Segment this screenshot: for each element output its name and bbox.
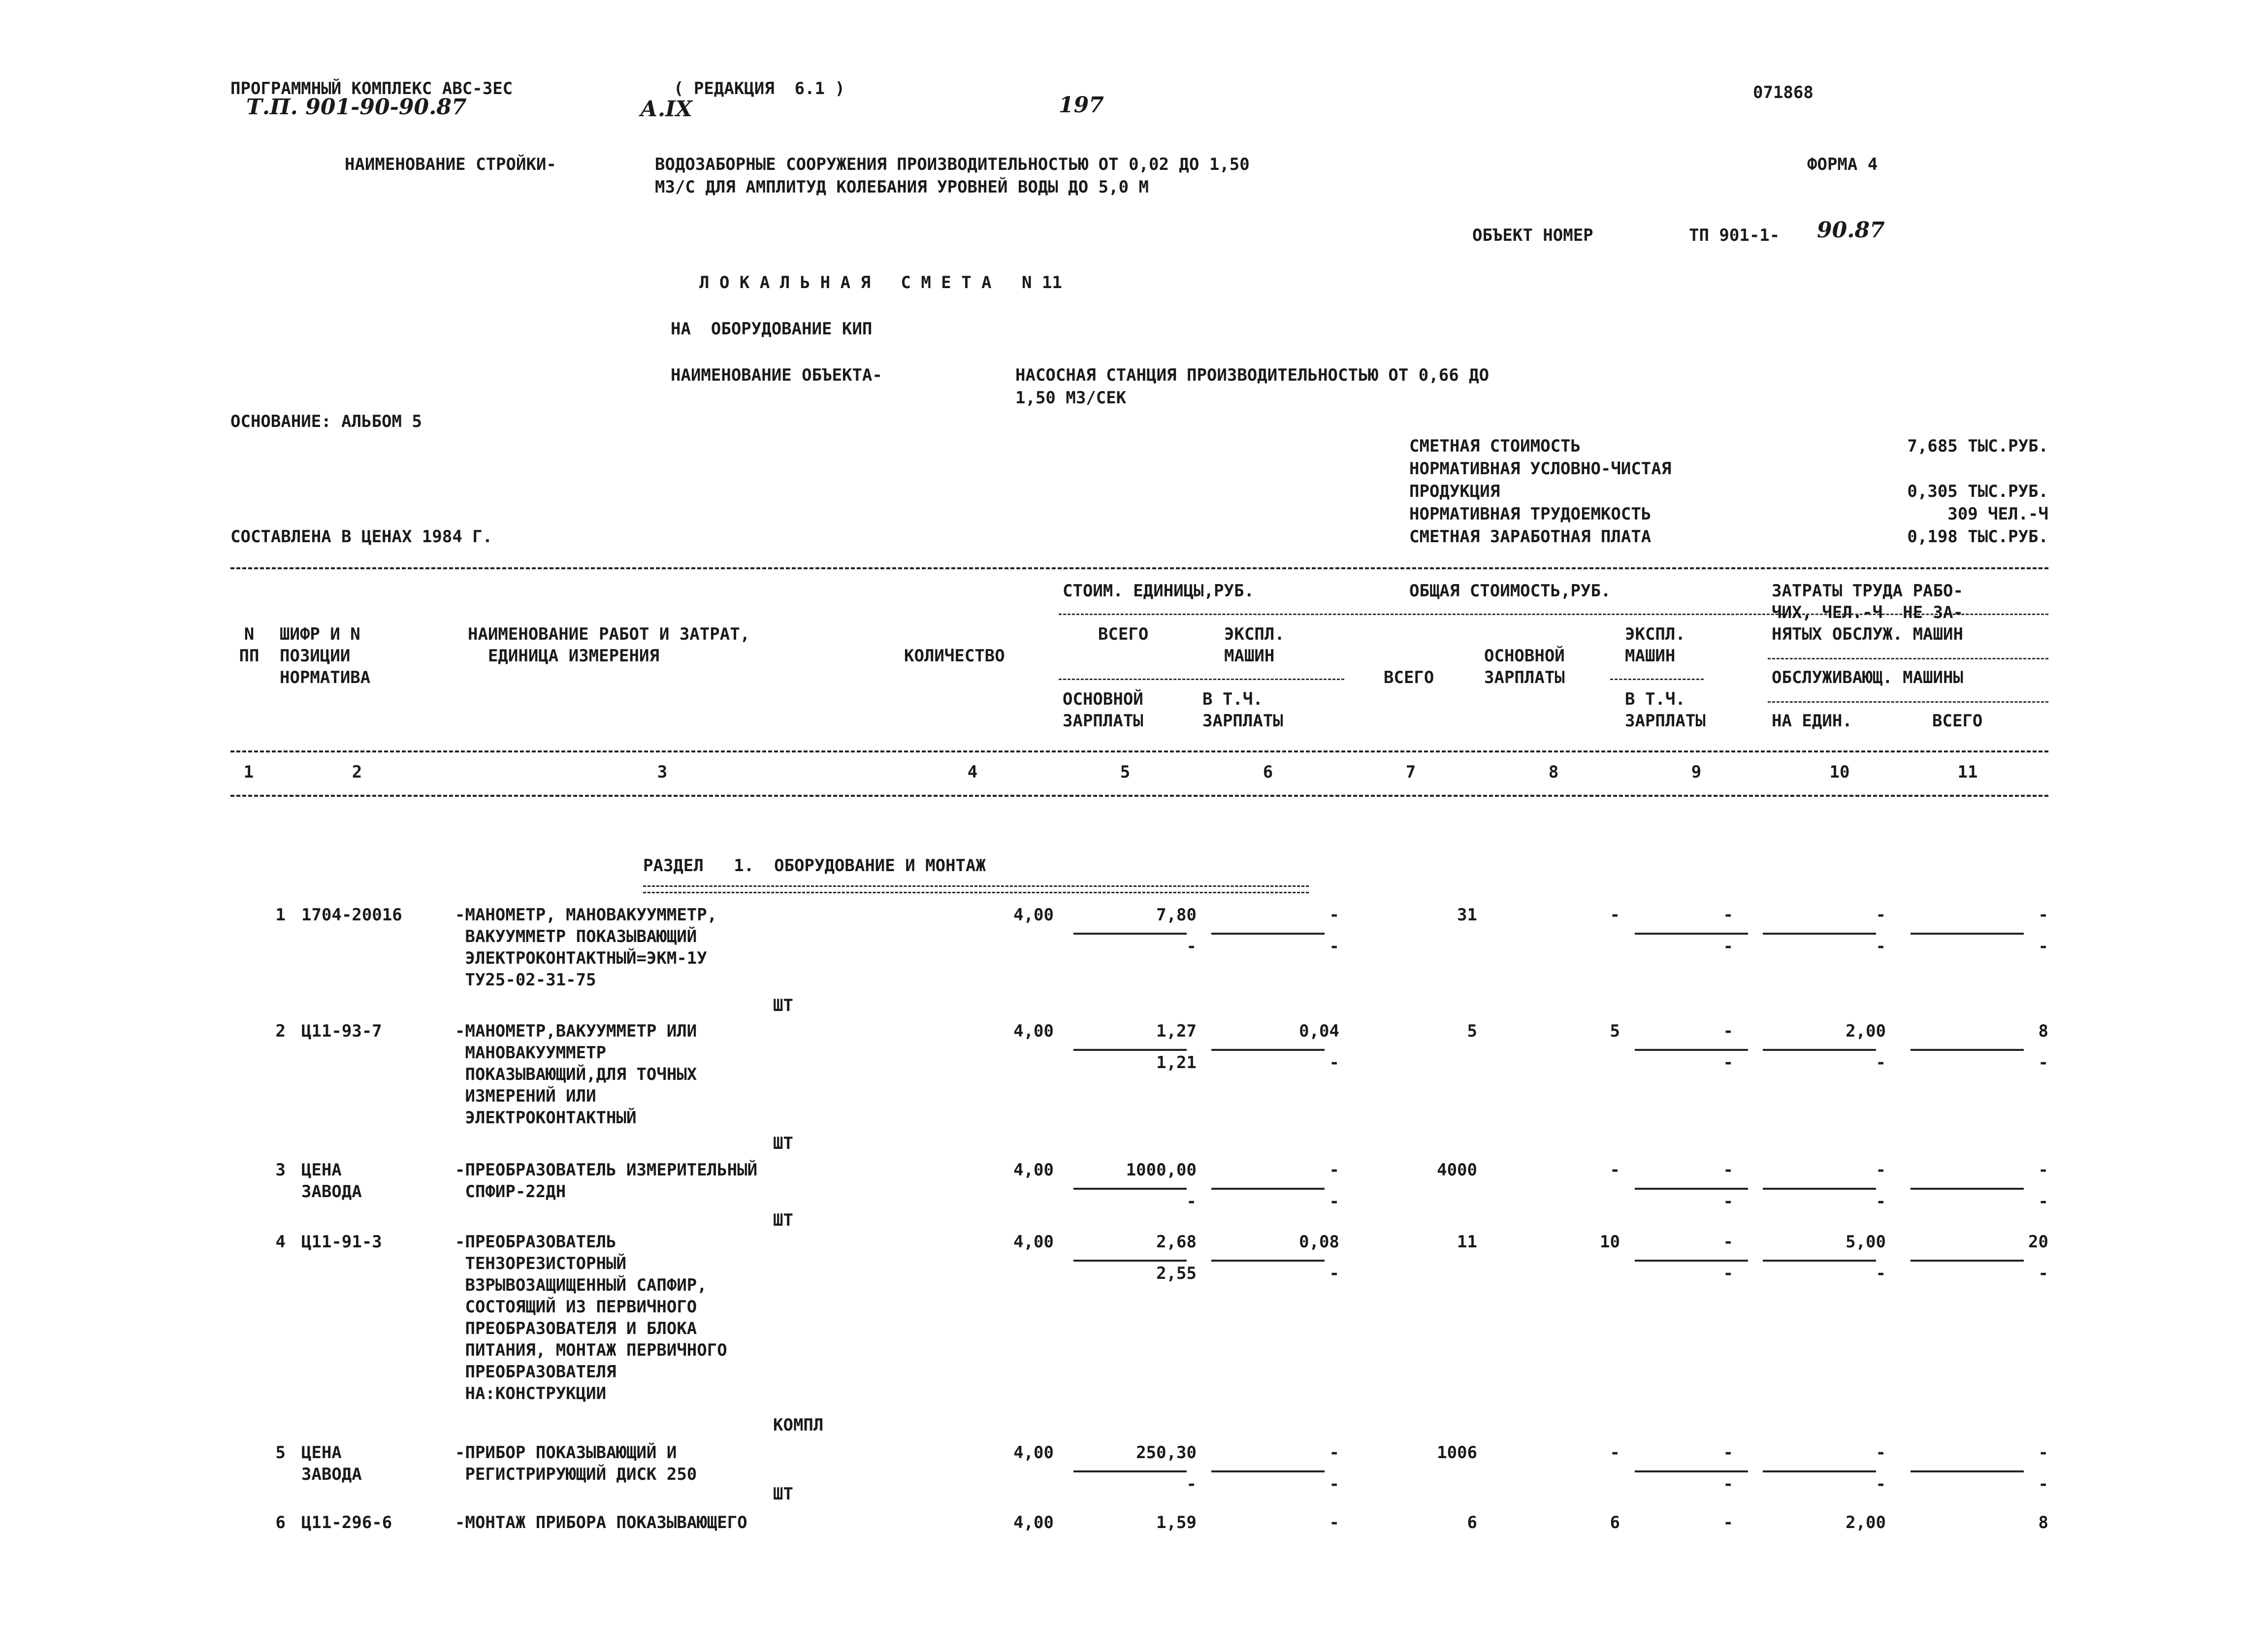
row-total-all: 31 bbox=[1457, 905, 1477, 925]
row-total-machines: - bbox=[1723, 1160, 1733, 1180]
summary-label: СМЕТНАЯ ЗАРАБОТНАЯ ПЛАТА bbox=[1409, 527, 1652, 547]
handwritten-album: А.IX bbox=[640, 97, 692, 122]
cell-underline bbox=[1211, 1470, 1325, 1472]
handwritten-project-code: Т.П. 901-90-90.87 bbox=[246, 95, 467, 120]
summary-label: НОРМАТИВНАЯ УСЛОВНО-ЧИСТАЯ bbox=[1409, 459, 1672, 479]
object-name-line-1: НАСОСНАЯ СТАНЦИЯ ПРОИЗВОДИТЕЛЬНОСТЬЮ ОТ 0,66 ДО bbox=[1015, 365, 1490, 385]
cell-underline bbox=[1635, 1260, 1748, 1262]
cell-underline bbox=[1911, 1049, 2024, 1051]
cell-underline bbox=[1211, 1260, 1325, 1262]
row-total-machine-wage: - bbox=[1723, 1053, 1733, 1073]
cell-underline bbox=[1073, 1188, 1187, 1190]
column-number: 10 bbox=[1829, 762, 1850, 782]
row-code: ЦЕНА ЗАВОДА bbox=[301, 1443, 362, 1484]
row-labor-total-machines: - bbox=[2038, 1053, 2048, 1073]
cell-underline bbox=[1911, 1260, 2024, 1262]
cell-underline bbox=[1635, 1049, 1748, 1051]
row-labor-total: - bbox=[2038, 905, 2048, 925]
row-labor-per-unit-machines: - bbox=[1876, 1053, 1886, 1073]
row-labor-per-unit: - bbox=[1876, 905, 1886, 925]
cell-underline bbox=[1763, 1049, 1876, 1051]
row-total-machine-wage: - bbox=[1723, 1474, 1733, 1494]
row-unit-wage: 1,21 bbox=[1156, 1053, 1197, 1073]
row-number: 4 bbox=[275, 1232, 286, 1252]
row-labor-per-unit-machines: - bbox=[1876, 1474, 1886, 1494]
object-number-label: ОБЪЕКТ НОМЕР bbox=[1472, 226, 1593, 245]
row-labor-per-unit: - bbox=[1876, 1443, 1886, 1463]
row-total-machines: - bbox=[1723, 1443, 1733, 1463]
row-unit-machines: 0,08 bbox=[1299, 1232, 1339, 1252]
row-unit-wage: - bbox=[1186, 1474, 1197, 1494]
row-code: Ц11-93-7 bbox=[301, 1021, 382, 1041]
row-quantity: 4,00 bbox=[1013, 1513, 1054, 1532]
row-unit-machine-wage: - bbox=[1329, 1053, 1339, 1073]
row-total-machines: - bbox=[1723, 1232, 1733, 1252]
header-labor-total: ВСЕГО bbox=[1932, 711, 1983, 731]
header-per-unit: НА ЕДИН. bbox=[1772, 711, 1852, 731]
row-description: -ПРЕОБРАЗОВАТЕЛЬ ИЗМЕРИТЕЛЬНЫЙ СПФИР-22ДН bbox=[455, 1160, 758, 1202]
header-total-wage: ОСНОВНОЙ ЗАРПЛАТЫ bbox=[1484, 646, 1565, 687]
row-unit-machines: - bbox=[1329, 1443, 1339, 1463]
row-unit: КОМПЛ bbox=[773, 1415, 824, 1435]
row-labor-per-unit: - bbox=[1876, 1160, 1886, 1180]
row-total-wage: - bbox=[1610, 1443, 1620, 1463]
row-number: 2 bbox=[275, 1021, 286, 1041]
row-number: 6 bbox=[275, 1513, 286, 1532]
row-number: 1 bbox=[275, 905, 286, 925]
column-number: 2 bbox=[352, 762, 362, 782]
column-number: 6 bbox=[1263, 762, 1273, 782]
cell-underline bbox=[1073, 933, 1187, 935]
row-number: 3 bbox=[275, 1160, 286, 1180]
row-total-all: 4000 bbox=[1437, 1160, 1477, 1180]
object-number-handwritten: 90.87 bbox=[1817, 218, 1885, 243]
estimate-subject: НА ОБОРУДОВАНИЕ КИП bbox=[671, 319, 873, 339]
section-title: РАЗДЕЛ 1. ОБОРУДОВАНИЕ И МОНТАЖ bbox=[643, 856, 986, 876]
column-number: 9 bbox=[1691, 762, 1702, 782]
summary-value: 0,305 ТЫС.РУБ. bbox=[1907, 482, 2048, 501]
program-name: ПРОГРАММНЫЙ КОМПЛЕКС АВС-3ЕС bbox=[230, 79, 513, 98]
row-total-wage: - bbox=[1610, 905, 1620, 925]
column-number: 1 bbox=[243, 762, 254, 782]
row-description: -ПРИБОР ПОКАЗЫВАЮЩИЙ И РЕГИСТРИРУЮЩИЙ ДИСК 250 bbox=[455, 1443, 697, 1484]
row-unit-machines: - bbox=[1329, 905, 1339, 925]
row-description: -МАНОМЕТР,ВАКУУММЕТР ИЛИ МАНОВАКУУММЕТР ПОКАЗЫВАЮЩИЙ,ДЛЯ ТОЧНЫХ ИЗМЕРЕНИЙ ИЛИ ЭЛЕКТРОКОНТАКТНЫЙ bbox=[455, 1021, 697, 1128]
row-unit-wage: - bbox=[1186, 1192, 1197, 1211]
header-n: N ПП bbox=[239, 624, 259, 666]
summary-label: СМЕТНАЯ СТОИМОСТЬ bbox=[1409, 436, 1581, 456]
header-total-machines: ЭКСПЛ. МАШИН bbox=[1625, 624, 1685, 666]
row-total-all: 1006 bbox=[1437, 1443, 1477, 1463]
cell-underline bbox=[1211, 933, 1325, 935]
row-unit-machines: 0,04 bbox=[1299, 1021, 1339, 1041]
column-number: 7 bbox=[1405, 762, 1416, 782]
header-unit-machines: ЭКСПЛ. МАШИН bbox=[1224, 624, 1285, 666]
header-code: ШИФР И N ПОЗИЦИИ НОРМАТИВА bbox=[280, 624, 371, 687]
row-code: 1704-20016 bbox=[301, 905, 402, 925]
code-number: 071868 bbox=[1753, 83, 1814, 102]
row-code: Ц11-91-3 bbox=[301, 1232, 382, 1252]
form-label: ФОРМА 4 bbox=[1807, 155, 1878, 174]
header-total-all: ВСЕГО bbox=[1384, 668, 1434, 687]
row-unit-total: 1000,00 bbox=[1126, 1160, 1197, 1180]
construction-label: НАИМЕНОВАНИЕ СТРОЙКИ- bbox=[345, 155, 556, 174]
row-number: 5 bbox=[275, 1443, 286, 1463]
estimate-title: Л О К А Л Ь Н А Я С М Е Т А N 11 bbox=[699, 273, 1062, 293]
cell-underline bbox=[1073, 1049, 1187, 1051]
row-labor-per-unit-machines: - bbox=[1876, 937, 1886, 956]
row-unit-total: 1,59 bbox=[1156, 1513, 1197, 1532]
row-total-all: 11 bbox=[1457, 1232, 1477, 1252]
cell-underline bbox=[1073, 1470, 1187, 1472]
object-name-line-2: 1,50 М3/СЕК bbox=[1015, 388, 1127, 408]
row-unit-total: 2,68 bbox=[1156, 1232, 1197, 1252]
column-number: 5 bbox=[1120, 762, 1131, 782]
construction-line-1: ВОДОЗАБОРНЫЕ СООРУЖЕНИЯ ПРОИЗВОДИТЕЛЬНОСТЬЮ ОТ 0,02 ДО 1,50 bbox=[655, 155, 1250, 174]
row-labor-per-unit-machines: - bbox=[1876, 1192, 1886, 1211]
cell-underline bbox=[1211, 1188, 1325, 1190]
row-total-machines: - bbox=[1723, 1021, 1733, 1041]
cell-underline bbox=[1763, 1188, 1876, 1190]
row-unit-machine-wage: - bbox=[1329, 1474, 1339, 1494]
object-name-label: НАИМЕНОВАНИЕ ОБЪЕКТА- bbox=[671, 365, 882, 385]
row-unit-total: 7,80 bbox=[1156, 905, 1197, 925]
row-unit-wage: 2,55 bbox=[1156, 1264, 1197, 1283]
cell-underline bbox=[1763, 933, 1876, 935]
row-description: -ПРЕОБРАЗОВАТЕЛЬ ТЕНЗОРЕЗИСТОРНЫЙ ВЗРЫВОЗАЩИЩЕННЫЙ САПФИР, СОСТОЯЩИЙ ИЗ ПЕРВИЧНОГО ПРЕОБРАЗОВАТЕЛЯ И БЛОКА ПИТАНИЯ, МОНТАЖ ПЕРВИЧНОГО ПРЕОБРАЗОВАТЕЛЯ НА:КОНСТРУКЦИИ bbox=[455, 1232, 727, 1403]
cell-underline bbox=[1763, 1260, 1876, 1262]
construction-line-2: М3/С ДЛЯ АМПЛИТУД КОЛЕБАНИЯ УРОВНЕЙ ВОДЫ ДО 5,0 М bbox=[655, 177, 1149, 197]
basis-label: ОСНОВАНИЕ: АЛЬБОМ 5 bbox=[230, 412, 422, 431]
row-code: ЦЕНА ЗАВОДА bbox=[301, 1160, 362, 1202]
cell-underline bbox=[1911, 933, 2024, 935]
column-number: 11 bbox=[1957, 762, 1978, 782]
row-unit-wage: - bbox=[1186, 937, 1197, 956]
row-labor-total-machines: - bbox=[2038, 937, 2048, 956]
handwritten-page-number: 197 bbox=[1059, 93, 1104, 118]
row-labor-total-machines: - bbox=[2038, 1474, 2048, 1494]
row-unit-total: 1,27 bbox=[1156, 1021, 1197, 1041]
row-total-all: 5 bbox=[1467, 1021, 1477, 1041]
row-labor-total-machines: - bbox=[2038, 1264, 2048, 1283]
row-unit-machine-wage: - bbox=[1329, 1192, 1339, 1211]
row-unit-machine-wage: - bbox=[1329, 1264, 1339, 1283]
edition-label: ( РЕДАКЦИЯ 6.1 ) bbox=[674, 79, 845, 98]
row-total-machine-wage: - bbox=[1723, 1264, 1733, 1283]
header-unit-wage: ОСНОВНОЙ ЗАРПЛАТЫ bbox=[1063, 689, 1143, 731]
row-total-machines: - bbox=[1723, 905, 1733, 925]
row-labor-total-machines: - bbox=[2038, 1192, 2048, 1211]
row-quantity: 4,00 bbox=[1013, 1443, 1054, 1463]
row-description: -МОНТАЖ ПРИБОРА ПОКАЗЫВАЮЩЕГО bbox=[455, 1513, 747, 1532]
header-unit-cost: СТОИМ. ЕДИНИЦЫ,РУБ. bbox=[1063, 581, 1254, 601]
prices-year-label: СОСТАВЛЕНА В ЦЕНАХ 1984 Г. bbox=[230, 527, 493, 547]
row-unit-machines: - bbox=[1329, 1160, 1339, 1180]
cell-underline bbox=[1073, 1260, 1187, 1262]
column-number: 3 bbox=[657, 762, 668, 782]
cell-underline bbox=[1635, 933, 1748, 935]
section-underline bbox=[643, 885, 1309, 893]
row-total-machine-wage: - bbox=[1723, 1192, 1733, 1211]
row-unit-total: 250,30 bbox=[1136, 1443, 1197, 1463]
row-unit: ШТ bbox=[773, 1210, 793, 1230]
row-total-machines: - bbox=[1723, 1513, 1733, 1532]
row-description: -МАНОМЕТР, МАНОВАКУУММЕТР, ВАКУУММЕТР ПОКАЗЫВАЮЩИЙ ЭЛЕКТРОКОНТАКТНЫЙ=ЭКМ-1У ТУ25-02-31-75 bbox=[455, 905, 717, 990]
header-total-machine-wage: В Т.Ч. ЗАРПЛАТЫ bbox=[1625, 689, 1706, 731]
row-total-machine-wage: - bbox=[1723, 937, 1733, 956]
row-unit: ШТ bbox=[773, 1134, 793, 1153]
summary-value: 7,685 ТЫС.РУБ. bbox=[1907, 436, 2048, 456]
row-quantity: 4,00 bbox=[1013, 905, 1054, 925]
header-unit-machine-wage: В Т.Ч. ЗАРПЛАТЫ bbox=[1202, 689, 1283, 731]
row-total-wage: 6 bbox=[1610, 1513, 1620, 1532]
row-labor-total: 8 bbox=[2038, 1513, 2048, 1532]
cell-underline bbox=[1635, 1188, 1748, 1190]
header-name: НАИМЕНОВАНИЕ РАБОТ И ЗАТРАТ, ЕДИНИЦА ИЗМЕРЕНИЯ bbox=[468, 624, 750, 666]
row-quantity: 4,00 bbox=[1013, 1021, 1054, 1041]
summary-label: НОРМАТИВНАЯ ТРУДОЕМКОСТЬ bbox=[1409, 504, 1652, 524]
row-labor-per-unit: 5,00 bbox=[1846, 1232, 1886, 1252]
cell-underline bbox=[1911, 1470, 2024, 1472]
row-labor-total: - bbox=[2038, 1160, 2048, 1180]
row-labor-total: - bbox=[2038, 1443, 2048, 1463]
header-quantity: КОЛИЧЕСТВО bbox=[904, 646, 1005, 666]
header-labor-machines: ОБСЛУЖИВАЮЩ. МАШИНЫ bbox=[1772, 668, 1963, 687]
summary-label: ПРОДУКЦИЯ bbox=[1409, 482, 1500, 501]
summary-value: 309 ЧЕЛ.-Ч bbox=[1947, 504, 2048, 524]
row-unit: ШТ bbox=[773, 996, 793, 1015]
cell-underline bbox=[1635, 1470, 1748, 1472]
summary-value: 0,198 ТЫС.РУБ. bbox=[1907, 527, 2048, 547]
row-labor-per-unit: 2,00 bbox=[1846, 1513, 1886, 1532]
row-total-wage: 10 bbox=[1600, 1232, 1620, 1252]
row-unit-machine-wage: - bbox=[1329, 937, 1339, 956]
row-quantity: 4,00 bbox=[1013, 1160, 1054, 1180]
row-labor-per-unit-machines: - bbox=[1876, 1264, 1886, 1283]
column-number: 4 bbox=[967, 762, 978, 782]
cell-underline bbox=[1763, 1470, 1876, 1472]
column-number: 8 bbox=[1548, 762, 1559, 782]
row-code: Ц11-296-6 bbox=[301, 1513, 392, 1532]
header-total-cost: ОБЩАЯ СТОИМОСТЬ,РУБ. bbox=[1409, 581, 1611, 601]
row-unit: ШТ bbox=[773, 1484, 793, 1504]
row-labor-per-unit: 2,00 bbox=[1846, 1021, 1886, 1041]
row-unit-machines: - bbox=[1329, 1513, 1339, 1532]
cell-underline bbox=[1211, 1049, 1325, 1051]
header-labor: ЗАТРАТЫ ТРУДА РАБО- ЧИХ, ЧЕЛ.-Ч НЕ ЗА- НЯТЫХ ОБСЛУЖ. МАШИН bbox=[1772, 581, 1963, 644]
row-labor-total: 20 bbox=[2028, 1232, 2048, 1252]
header-unit-total: ВСЕГО bbox=[1098, 624, 1149, 644]
row-labor-total: 8 bbox=[2038, 1021, 2048, 1041]
row-total-wage: 5 bbox=[1610, 1021, 1620, 1041]
object-number: ТП 901-1- bbox=[1689, 226, 1780, 245]
row-total-all: 6 bbox=[1467, 1513, 1477, 1532]
row-quantity: 4,00 bbox=[1013, 1232, 1054, 1252]
row-total-wage: - bbox=[1610, 1160, 1620, 1180]
cell-underline bbox=[1911, 1188, 2024, 1190]
